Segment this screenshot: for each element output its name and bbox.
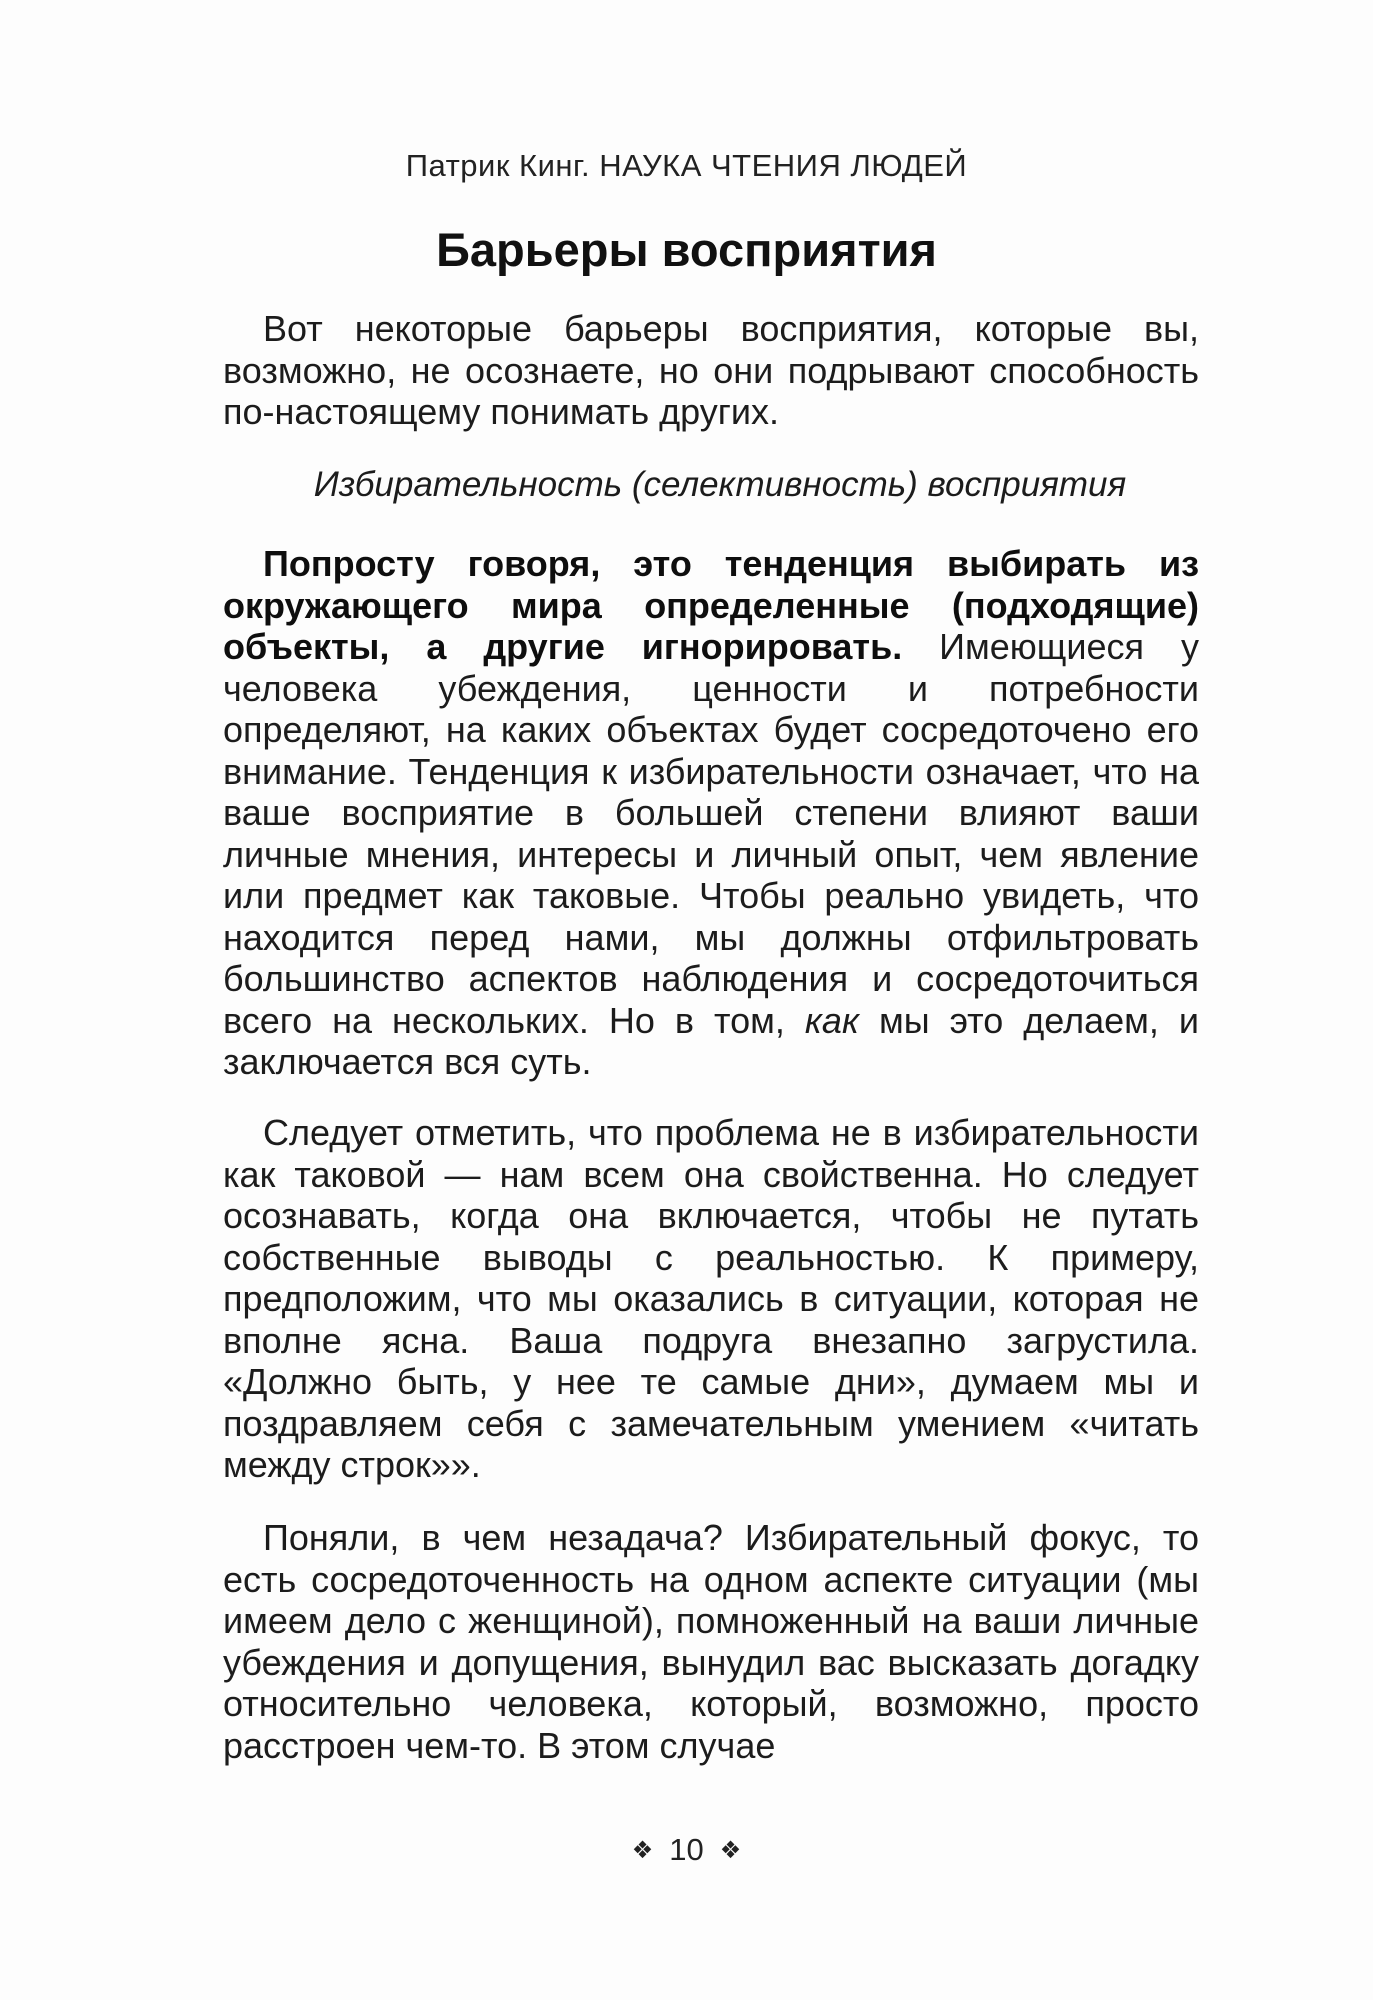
paragraph-1-bold-lead: Попросту говоря, это тенденция выбирать из окружающего мира определенные (подходящие) объекты, а другие игнорировать. [223, 543, 1199, 667]
paragraph-1-text [223, 543, 1199, 1083]
paragraph-3-text: Поняли, в чем незадача? Избирательный фокус, то есть сосредоточенность на одном аспекте ситуации (мы имеем дело с женщиной), помноженный на ваши личные убеждения и допущения, вынудил вас высказать догадку относительно человека, который, возможно, просто расстроен чем-то. В этом случае [223, 1517, 1199, 1766]
ornament-right-icon: ❖ [719, 1837, 742, 1864]
section-subheading: Избирательность (селективность) восприятия [313, 465, 1127, 504]
paragraph-1-body: Имеющиеся у человека убеждения, ценности и потребности определяют, на каких объектах будет сосредоточено его внимание. Тенденция к избирательности означает, что на ваше восприятие в большей степени влияют ваши личные мнения, интересы и личный опыт, чем явление или предмет как таковые. Чтобы реально увидеть, что находится перед нами, мы должны отфильтровать большинство аспектов наблюдения и сосредоточиться всего на нескольких. Но в том, [223, 626, 1199, 1041]
paragraph-2-text: Следует отметить, что проблема не в избирательности как таковой — нам всем она свойственна. Но следует осознавать, когда она включается, чтобы не путать собственные выводы с реальностью. К примеру, предположим, что мы оказались в ситуации, которая не вполне ясна. Ваша подруга внезапно загрустила. «Должно быть, у нее те самые дни», думаем мы и поздравляем себя с замечательным умением «читать между строк»». [223, 1112, 1199, 1485]
chapter-title: Барьеры восприятия [436, 223, 937, 276]
page-footer [0, 1832, 1373, 1868]
paragraph-3 [223, 1517, 1199, 1766]
intro-text: Вот некоторые барьеры восприятия, которые вы, возможно, не осознаете, но они подрывают способность по-настоящему понимать других. [223, 308, 1199, 432]
intro-paragraph [223, 308, 1199, 433]
paragraph-1-body-end: мы это делаем, и заключается вся суть. [223, 999, 1199, 1082]
ornament-left-icon: ❖ [631, 1837, 654, 1864]
paragraph-2 [223, 1112, 1199, 1486]
page-number: 10 [669, 1832, 704, 1867]
paragraph-1 [223, 543, 1199, 1083]
running-header: Патрик Кинг. НАУКА ЧТЕНИЯ ЛЮДЕЙ [405, 148, 968, 183]
paragraph-1-italic-word: как [804, 999, 859, 1041]
